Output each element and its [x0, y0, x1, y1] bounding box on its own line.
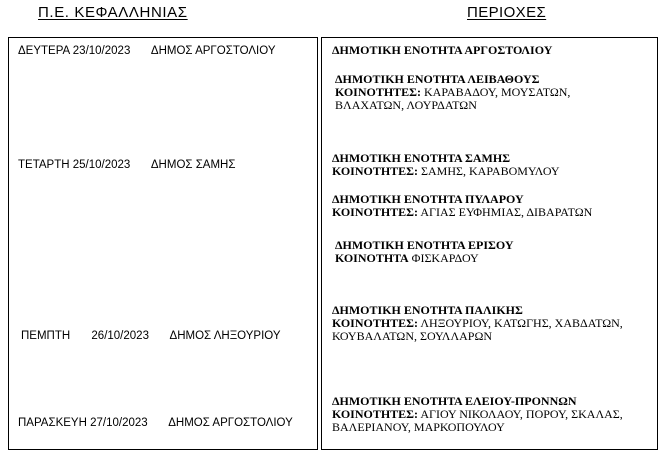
- date: 26/10/2023: [91, 330, 149, 342]
- municipal-unit: ΔΗΜΟΤΙΚΗ ΕΝΟΤΗΤΑ ΣΑΜΗΣ: [332, 151, 511, 165]
- municipal-unit: ΔΗΜΟΤΙΚΗ ΕΝΟΤΗΤΑ ΛΕΙΒΑΘΟΥΣ: [335, 72, 540, 86]
- page-title-areas: ΠΕΡΙΟΧΕΣ: [467, 4, 547, 21]
- area-block: [335, 239, 514, 265]
- schedule-row: [18, 417, 293, 429]
- date: 23/10/2023: [72, 45, 131, 57]
- municipality: ΔΗΜΟΣ ΣΑΜΗΣ: [150, 159, 236, 171]
- municipal-unit: ΔΗΜΟΤΙΚΗ ΕΝΟΤΗΤΑ ΑΡΓΟΣΤΟΛΙΟΥ: [332, 43, 553, 57]
- area-block: [332, 193, 592, 219]
- municipality: ΔΗΜΟΣ ΑΡΓΟΣΤΟΛΙΟΥ: [150, 45, 276, 57]
- municipality: ΔΗΜΟΣ ΑΡΓΟΣΤΟΛΙΟΥ: [168, 417, 293, 429]
- area-block: [332, 395, 623, 434]
- communities-continued: ΒΑΛΕΡΙΑΝΟΥ, ΜΑΡΚΟΠΟΥΛΟΥ: [332, 420, 505, 434]
- area-block: [332, 152, 560, 178]
- municipal-unit: ΔΗΜΟΤΙΚΗ ΕΝΟΤΗΤΑ ΕΡΙΣΟΥ: [335, 238, 514, 252]
- communities: ΑΓΙΟΥ ΝΙΚΟΛΑΟΥ, ΠΟΡΟΥ, ΣΚΑΛΑΣ,: [420, 407, 623, 421]
- area-block: [332, 44, 552, 57]
- area-block: [335, 73, 570, 112]
- day-name: ΠΕΜΠΤΗ: [21, 330, 71, 342]
- communities-label: ΚΟΙΝΟΤΗΤΑ: [335, 251, 409, 265]
- date: 27/10/2023: [90, 417, 148, 429]
- day-name: ΠΑΡΑΣΚΕΥΗ: [18, 417, 87, 429]
- area-block: [332, 304, 623, 343]
- communities: ΚΑΡΑΒΑΔΟΥ, ΜΟΥΣΑΤΩΝ,: [424, 85, 571, 99]
- schedule-column: [8, 37, 318, 450]
- communities: ΑΓΙΑΣ ΕΥΦΗΜΙΑΣ, ΔΙΒΑΡΑΤΩΝ: [420, 205, 593, 219]
- day-name: ΤΕΤΑΡΤΗ: [18, 159, 70, 171]
- schedule-table: [8, 37, 658, 450]
- communities-label: ΚΟΙΝΟΤΗΤΕΣ:: [335, 85, 422, 99]
- areas-column: [321, 37, 658, 450]
- page-title-region: Π.Ε. ΚΕΦΑΛΛΗΝΙΑΣ: [38, 4, 188, 21]
- municipal-unit: ΔΗΜΟΤΙΚΗ ΕΝΟΤΗΤΑ ΠΑΛΙΚΗΣ: [332, 303, 523, 317]
- municipal-unit: ΔΗΜΟΤΙΚΗ ΕΝΟΤΗΤΑ ΕΛΕΙΟΥ-ΠΡΟΝΝΩΝ: [332, 394, 577, 408]
- communities-label: ΚΟΙΝΟΤΗΤΕΣ:: [332, 205, 419, 219]
- communities-continued: ΒΛΑΧΑΤΩΝ, ΛΟΥΡΔΑΤΩΝ: [335, 98, 477, 112]
- schedule-row: [18, 45, 276, 57]
- municipal-unit: ΔΗΜΟΤΙΚΗ ΕΝΟΤΗΤΑ ΠΥΛΑΡΟΥ: [332, 192, 524, 206]
- date: 25/10/2023: [72, 159, 131, 171]
- day-name: ΔΕΥΤΕΡΑ: [18, 45, 70, 57]
- communities: ΦΙΣΚΑΡΔΟΥ: [411, 251, 479, 265]
- municipality: ΔΗΜΟΣ ΛΗΞΟΥΡΙΟΥ: [169, 330, 281, 342]
- communities-label: ΚΟΙΝΟΤΗΤΕΣ:: [332, 316, 419, 330]
- communities: ΛΗΞΟΥΡΙΟΥ, ΚΑΤΩΓΗΣ, ΧΑΒΔΑΤΩΝ,: [420, 316, 623, 330]
- communities-continued: ΚΟΥΒΑΛΑΤΩΝ, ΣΟΥΛΛΑΡΩΝ: [332, 329, 493, 343]
- communities: ΣΑΜΗΣ, ΚΑΡΑΒΟΜΥΛΟΥ: [421, 164, 560, 178]
- communities-label: ΚΟΙΝΟΤΗΤΕΣ:: [332, 407, 419, 421]
- schedule-row: [18, 159, 235, 171]
- schedule-row: [21, 330, 281, 342]
- communities-label: ΚΟΙΝΟΤΗΤΕΣ:: [332, 164, 419, 178]
